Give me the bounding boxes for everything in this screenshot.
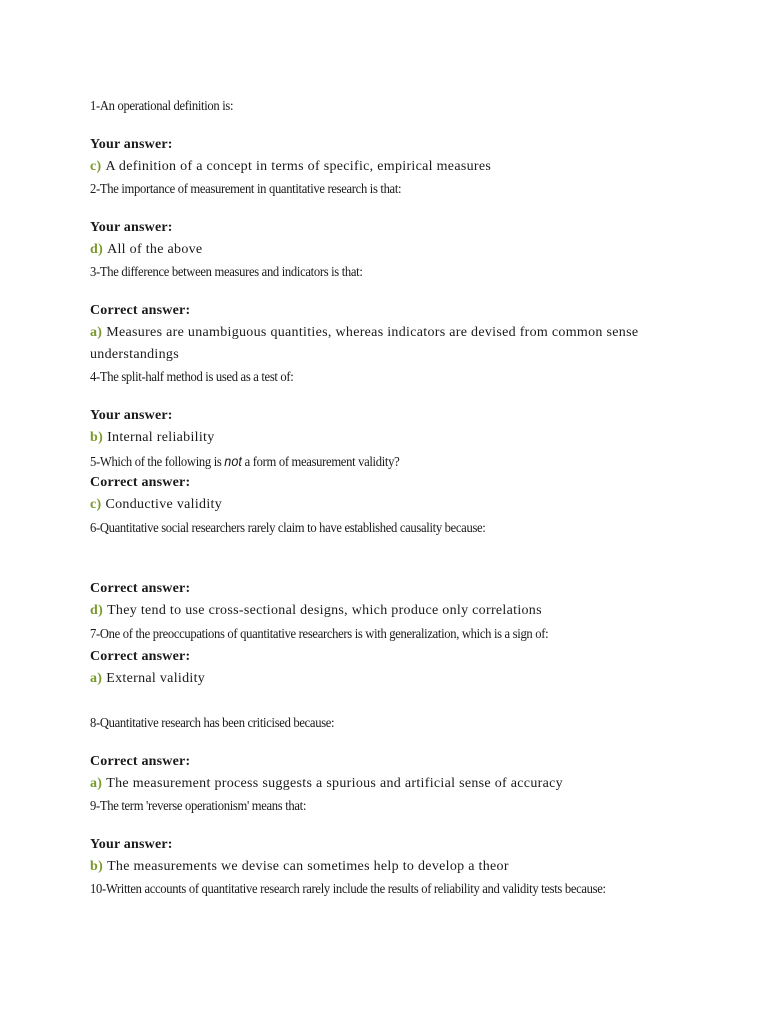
- question-10: 10-Written accounts of quantitative research rarely include the results of reliability and validity tests because:: [90, 882, 606, 897]
- answer-label-7: Correct answer:: [90, 649, 191, 664]
- answer-letter-6: d): [90, 603, 104, 618]
- answer-label-2: Your answer:: [90, 220, 173, 235]
- answer-label-6: Correct answer:: [90, 581, 191, 596]
- question-5: [90, 452, 399, 472]
- answer-letter-3: a): [90, 325, 103, 340]
- answer-6: [90, 600, 690, 622]
- answer-label-3: Correct answer:: [90, 303, 191, 318]
- question-2: 2-The importance of measurement in quantitative research is that:: [90, 182, 402, 197]
- answer-letter-4: b): [90, 430, 104, 445]
- answer-text-6: They tend to use cross-sectional designs, which produce only correlations: [107, 603, 542, 618]
- answer-letter-9: b): [90, 859, 104, 874]
- answer-text-4: Internal reliability: [107, 430, 215, 445]
- answer-label-4: Your answer:: [90, 408, 173, 423]
- answer-text-3: Measures are unambiguous quantities, whereas indicators are devised from common sense understandings: [90, 325, 639, 362]
- answer-text-8: The measurement process suggests a spurious and artificial sense of accuracy: [106, 776, 563, 791]
- answer-letter-1: c): [90, 159, 102, 174]
- answer-letter-7: a): [90, 671, 103, 686]
- question-8: 8-Quantitative research has been criticised because:: [90, 716, 335, 731]
- question-3: 3-The difference between measures and indicators is that:: [90, 265, 363, 280]
- answer-label-8: Correct answer:: [90, 754, 191, 769]
- answer-5: [90, 494, 690, 516]
- answer-label-1: Your answer:: [90, 137, 173, 152]
- answer-text-5: Conductive validity: [105, 497, 223, 512]
- answer-label-5: Correct answer:: [90, 475, 191, 490]
- answer-text-1: A definition of a concept in terms of specific, empirical measures: [105, 159, 492, 174]
- answer-text-9: The measurements we devise can sometimes help to develop a theor: [107, 859, 509, 874]
- answer-letter-2: d): [90, 242, 104, 257]
- answer-text-7: External validity: [106, 671, 206, 686]
- question-4: 4-The split-half method is used as a test of:: [90, 370, 294, 385]
- answer-3: [90, 322, 690, 366]
- answer-8: [90, 773, 690, 795]
- answer-7: [90, 668, 690, 690]
- question-5-emphasis: not: [224, 453, 242, 469]
- quiz-results-page: [90, 0, 710, 1024]
- answer-9: [90, 856, 690, 878]
- answer-4: [90, 427, 690, 449]
- answer-letter-5: c): [90, 497, 102, 512]
- question-7: 7-One of the preoccupations of quantitative researchers is with generalization, which is a sign of:: [90, 627, 549, 642]
- answer-text-2: All of the above: [107, 242, 203, 257]
- question-5-pre: 5-Which of the following is: [90, 455, 225, 470]
- question-6: 6-Quantitative social researchers rarely claim to have established causality because:: [90, 521, 486, 536]
- answer-2: [90, 239, 690, 261]
- question-5-post: a form of measurement validity?: [241, 455, 400, 470]
- question-9: 9-The term 'reverse operationism' means that:: [90, 799, 307, 814]
- answer-letter-8: a): [90, 776, 103, 791]
- question-1: 1-An operational definition is:: [90, 99, 234, 114]
- answer-label-9: Your answer:: [90, 837, 173, 852]
- answer-1: [90, 156, 690, 178]
